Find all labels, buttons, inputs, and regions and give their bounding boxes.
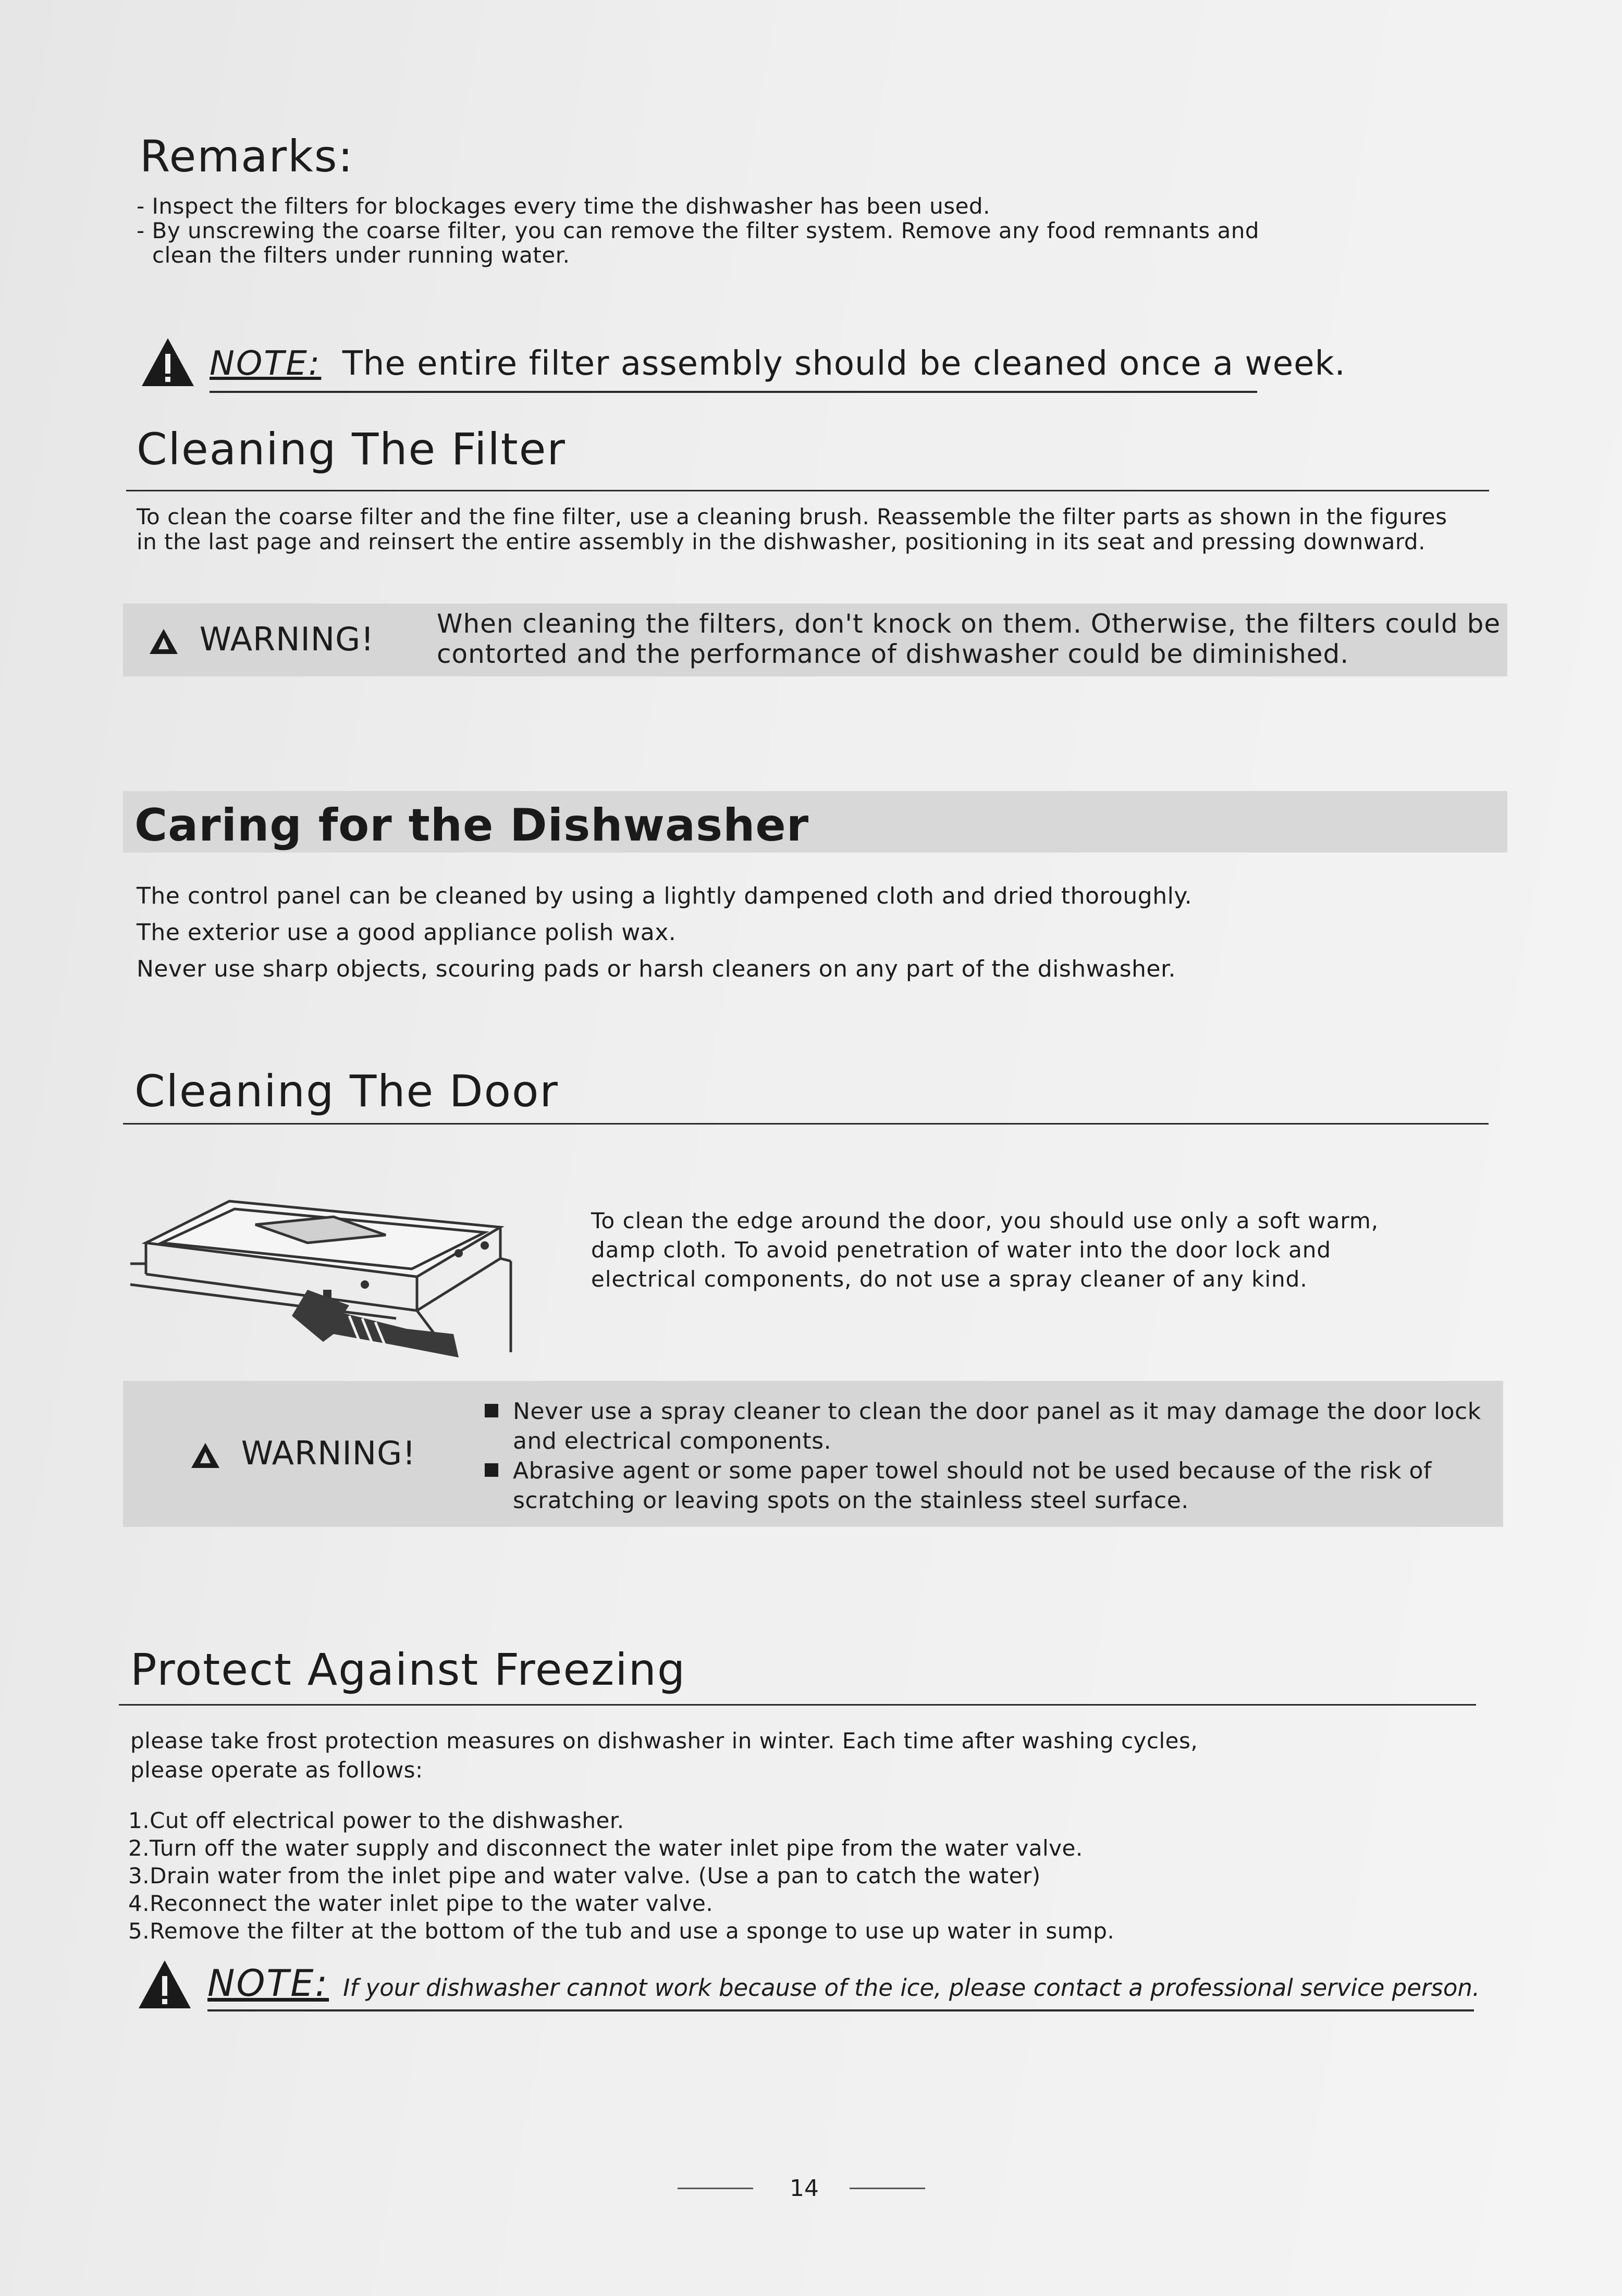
door-warning-item	[485, 1456, 1481, 1515]
door-warning-label-group	[190, 1434, 416, 1472]
door-warning-line: Never use a spray cleaner to clean the door panel as it may damage the door lock	[513, 1398, 1481, 1425]
freezing-step: 2.Turn off the water supply and disconnect the water inlet pipe from the water valve.	[128, 1835, 1083, 1861]
filter-warning-box	[123, 603, 1507, 676]
cleaning-door-line: damp cloth. To avoid penetration of water into the door lock and	[591, 1237, 1332, 1263]
door-warning-list	[485, 1397, 1481, 1515]
section-divider	[119, 1704, 1476, 1706]
warning-icon	[148, 627, 179, 656]
page-number: 14	[790, 2175, 819, 2202]
caring-line: The exterior use a good appliance polish wax.	[137, 919, 677, 946]
note-freezing	[207, 1959, 1480, 2011]
cleaning-filter-text	[137, 504, 1447, 554]
freezing-intro	[130, 1726, 1198, 1785]
door-warning-line: scratching or leaving spots on the stainless steel surface.	[513, 1487, 1189, 1514]
door-warning-label: WARNING!	[241, 1434, 416, 1472]
freezing-steps	[128, 1807, 1114, 1945]
filter-warning-line: When cleaning the filters, don't knock on them. Otherwise, the filters could be	[437, 609, 1501, 639]
section-divider	[126, 490, 1489, 491]
cleaning-door-line: To clean the edge around the door, you should use only a soft warm,	[591, 1208, 1379, 1233]
cleaning-filter-line: in the last page and reinsert the entire assembly in the dishwasher, positioning in its seat and pressing downward.	[137, 529, 1426, 554]
freezing-step: 3.Drain water from the inlet pipe and water valve. (Use a pan to catch the water)	[128, 1863, 1041, 1888]
remarks-line: - Inspect the filters for blockages every time the dishwasher has been used.	[137, 193, 990, 219]
door-warning-item	[485, 1397, 1481, 1456]
remarks-line: clean the filters under running water.	[152, 242, 570, 268]
warning-triangle-icon	[140, 336, 196, 390]
note-label: NOTE:	[207, 1962, 329, 2005]
warning-triangle-icon	[137, 1958, 193, 2013]
door-warning-box	[123, 1381, 1503, 1527]
cleaning-filter-line: To clean the coarse filter and the fine filter, use a cleaning brush. Reassemble the filter parts as shown in the figures	[137, 504, 1447, 529]
section-divider	[123, 1123, 1489, 1125]
bullet-square-icon	[485, 1404, 498, 1417]
filter-warning-label-group	[148, 620, 374, 658]
remarks-line: - By unscrewing the coarse filter, you can remove the filter system. Remove any food remnants and	[137, 218, 1259, 243]
door-cleaning-illustration	[125, 1186, 521, 1360]
freezing-step: 5.Remove the filter at the bottom of the tub and use a sponge to use up water in sump.	[128, 1918, 1115, 1944]
bullet-square-icon	[485, 1463, 498, 1477]
note-label: NOTE:	[210, 344, 322, 383]
door-warning-line: and electrical components.	[513, 1428, 832, 1454]
page-number-rule-right	[850, 2188, 925, 2189]
freezing-intro-line: please operate as follows:	[130, 1757, 423, 1783]
note-weekly-cleaning	[210, 339, 1346, 393]
warning-icon	[190, 1441, 221, 1470]
freezing-heading: Protect Against Freezing	[130, 1644, 686, 1695]
caring-line: Never use sharp objects, scouring pads or harsh cleaners on any part of the dishwasher.	[137, 956, 1176, 982]
caring-heading-band	[123, 791, 1507, 853]
freezing-intro-line: please take frost protection measures on dishwasher in winter. Each time after washing cycles,	[130, 1728, 1198, 1754]
freezing-step: 4.Reconnect the water inlet pipe to the water valve.	[128, 1891, 714, 1916]
freezing-step: 1.Cut off electrical power to the dishwasher.	[128, 1808, 624, 1833]
door-warning-line: Abrasive agent or some paper towel should not be used because of the risk of	[513, 1458, 1432, 1484]
note-text: The entire filter assembly should be cleaned once a week.	[342, 344, 1346, 383]
note-text: If your dishwasher cannot work because of the ice, please contact a professional service person.	[343, 1974, 1480, 2002]
cleaning-filter-heading: Cleaning The Filter	[137, 424, 566, 475]
filter-warning-label: WARNING!	[199, 620, 375, 658]
remarks-text	[137, 194, 1259, 267]
caring-heading: Caring for the Dishwasher	[134, 799, 809, 851]
filter-warning-text	[437, 609, 1501, 669]
caring-text	[137, 878, 1192, 987]
filter-warning-line: contorted and the performance of dishwasher could be diminished.	[437, 639, 1349, 669]
cleaning-door-heading: Cleaning The Door	[134, 1066, 559, 1117]
cleaning-door-line: electrical components, do not use a spray cleaner of any kind.	[591, 1266, 1308, 1292]
caring-line: The control panel can be cleaned by using a lightly dampened cloth and dried thoroughly.	[137, 883, 1193, 909]
page-number-rule-left	[678, 2188, 753, 2189]
cleaning-door-text	[591, 1206, 1379, 1294]
remarks-heading: Remarks:	[140, 131, 354, 182]
